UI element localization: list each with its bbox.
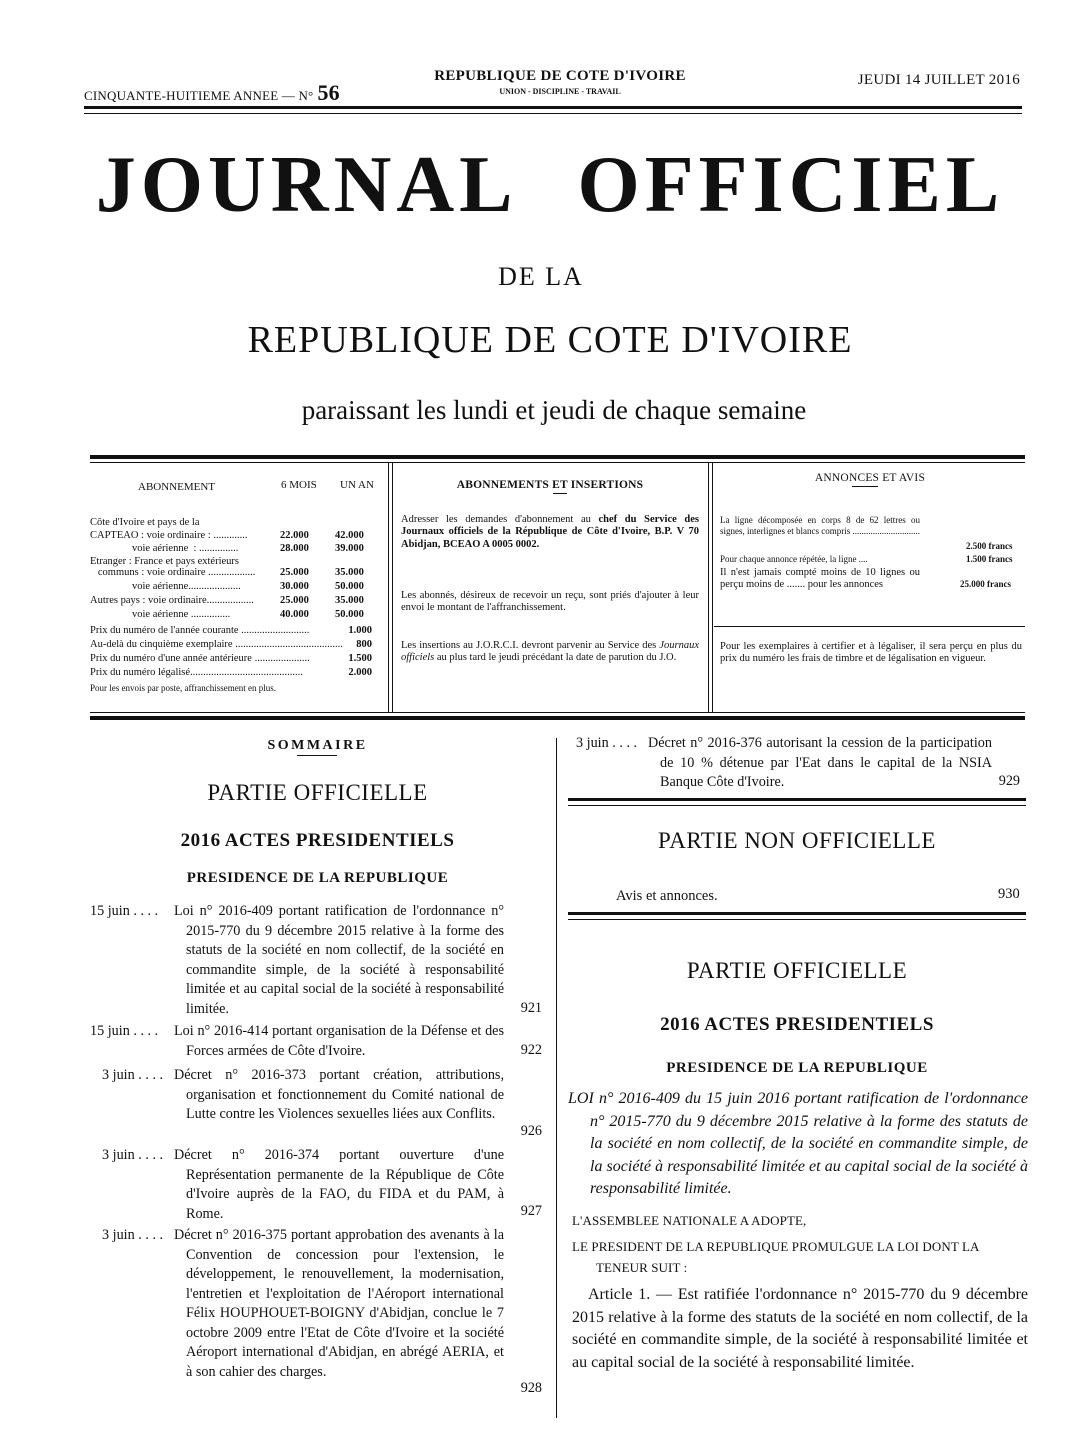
sommaire-partie-officielle: PARTIE OFFICIELLE: [207, 780, 428, 805]
header-republic: [400, 68, 720, 96]
entry-text: Décret n° 2016-376 autorisant la cession de la participation de 10 % détenue par l'Eat dans le capital de la NSIA Banque Côte d'Ivoire.: [648, 735, 992, 790]
abonnement-row: voie aérienne ............... 40.000 50.000: [90, 609, 364, 620]
entry-text: Loi n° 2016-409 portant ratification de l'ordonnance n° 2015-770 du 9 décembre 2015 relative à la forme des statuts de la société en nom collectif, de la société en commandite simple, de la société à responsabilité limitée et au capital social de la société à responsabilité limitée.: [174, 903, 504, 1017]
issue-prefix: CINQUANTE-HUITIEME ANNEE — N°: [84, 88, 314, 103]
annonces-line-3: Il n'est jamais compté moins de 10 lignes ou perçu moins de ....... pour les annonces: [720, 567, 920, 591]
price-row: Prix du numéro de l'année courante .......................... 1.000: [90, 625, 372, 636]
masthead-word-officiel: OFFICIEL: [577, 141, 1005, 229]
sommaire-title: SOMMAIRE: [267, 738, 368, 753]
box-divider-2b: [712, 463, 713, 712]
masthead-republic: REPUBLIQUE DE COTE D'IVOIRE: [247, 319, 853, 361]
header-republic-title: REPUBLIQUE DE COTE D'IVOIRE: [434, 68, 686, 84]
avis-annonces-page: 930: [998, 886, 1020, 902]
abonnement-row: CAPTEAO : voie ordinaire : ............. 22.000 42.000: [90, 530, 364, 541]
header-motto: UNION - DISCIPLINE - TRAVAIL: [499, 87, 621, 96]
annonces-line-2: Pour chaque annonce répétée, la ligne ....: [720, 554, 868, 564]
assemblee-adopte: L'ASSEMBLEE NATIONALE A ADOPTE,: [572, 1213, 807, 1228]
avis-annonces[interactable]: Avis et annonces.: [616, 888, 718, 904]
price-row: Prix du numéro d'une année antérieure ..................... 1.500: [90, 653, 372, 664]
sommaire-entry[interactable]: [90, 902, 542, 1022]
column-divider: [556, 738, 557, 1418]
sommaire-entry[interactable]: [102, 1146, 542, 1226]
entry-page: 927: [520, 1203, 542, 1219]
annonces-divider: [714, 626, 1025, 627]
abonnement-header: ABONNEMENT: [138, 481, 215, 493]
box-bottom-rule-thick: [90, 716, 1025, 720]
entry-text: Décret n° 2016-375 portant approbation des avenants à la Convention de concession pour l'extension, le développement, le renouvellement, la modernisation, l'entretien et l'exploitation de l'Aéroport international Félix HOUPHOUET-BOIGNY d'Abidjan, conclue le 7 octobre 2009 entre l'Etat de Côte d'Ivoire et la société Aéroport international d'Abidjan, en abrégé AERIA, et à son cahier des charges.: [174, 1227, 504, 1380]
entry-text: Décret n° 2016-374 portant ouverture d'une Représentation permanente de la République de Côte d'Ivoire auprès de la FAO, du FIDA et du PAM, à Rome.: [174, 1147, 504, 1222]
entry-text: Loi n° 2016-414 portant organisation de la Défense et des Forces armées de Côte d'Ivoire.: [174, 1023, 504, 1059]
entry-date: 3 juin . . . .: [102, 1227, 164, 1243]
entry-page: 928: [520, 1380, 542, 1396]
abonnement-6mois-header: 6 MOIS: [281, 479, 317, 491]
header-rule-thin: [84, 113, 1022, 114]
law-title: LOI n° 2016-409 du 15 juin 2016 portant ratification de l'ordonnance n° 2015-770 du 9 décembre 2015 relative à la forme des statuts de la société en nom collectif, de la société en commandite simple, de la société à responsabilité limitée et au capital social de la société à responsabilité limitée.: [568, 1090, 1028, 1197]
masthead-tagline: paraissant les lundi et jeudi de chaque semaine: [301, 395, 807, 425]
issue-line: [84, 80, 340, 106]
abonnement-row: Autres pays : voie ordinaire.................. 25.000 35.000: [90, 595, 364, 606]
sommaire-entry[interactable]: [576, 734, 1022, 794]
issue-number: 56: [317, 80, 340, 105]
box-divider-2a: [708, 463, 709, 712]
sommaire-presidence: PRESIDENCE DE LA REPUBLIQUE: [186, 870, 449, 886]
main-actes: 2016 ACTES PRESIDENTIELS: [660, 1014, 934, 1035]
main-partie-officielle: PARTIE OFFICIELLE: [686, 958, 908, 983]
right-rule-2-thin: [568, 919, 1026, 920]
insertions-title: ABONNEMENTS ET INSERTIONS: [456, 479, 644, 491]
entry-date: 3 juin . . . .: [102, 1067, 164, 1083]
right-rule-2-thick: [568, 912, 1026, 915]
entry-page: 929: [998, 773, 1020, 789]
abonnement-1an-header: UN AN: [340, 479, 374, 491]
price-row: Prix du numéro légalisé........................................... 2.000: [90, 667, 372, 678]
right-rule-1-thin: [568, 805, 1026, 806]
insertions-paragraph-2: Les abonnés, désireux de recevoir un reçu, sont priés d'ajouter à leur envoi le montant de l'affranchissement.: [401, 590, 699, 614]
box-divider-1b: [392, 463, 393, 712]
abonnement-region: Côte d'Ivoire et pays de la: [90, 517, 200, 528]
entry-date: 3 juin . . . .: [576, 735, 638, 751]
entry-date: 15 juin . . . .: [90, 903, 159, 919]
president-promulgue: LE PRESIDENT DE LA REPUBLIQUE PROMULGUE LA LOI DONT LA TENEUR SUIT :: [572, 1239, 979, 1275]
box-top-rule-thin: [90, 462, 1025, 463]
article-1: Article 1. — Est ratifiée l'ordonnance n° 2015-770 du 9 décembre 2015 relative à la forme des statuts de la société en nom collectif, de la société en commandite simple, de la société à responsabilité limitée et au capital social de la société à responsabilité limitée.: [572, 1286, 1028, 1371]
masthead-de-la: DE LA: [498, 262, 584, 291]
right-rule-1-thick: [568, 798, 1026, 801]
box-bottom-rule-thin: [90, 712, 1025, 713]
entry-page: 921: [520, 1000, 542, 1016]
issue-date: JEUDI 14 JUILLET 2016: [857, 72, 1020, 88]
abonnement-row: voie aérienne : ............... 28.000 39.000: [90, 543, 364, 554]
annonces-title-underline: [852, 486, 878, 487]
sommaire-entry[interactable]: [90, 1022, 542, 1062]
abonnement-row: communs : voie ordinaire .................. 25.000 35.000: [90, 567, 364, 578]
annonces-title: ANNONCES ET AVIS: [814, 472, 926, 484]
insertions-title-underline: [553, 493, 567, 494]
insertions-paragraph-3: Les insertions au J.O.R.C.I. devront parvenir au Service des Journaux officiels au plus tard le jeudi précédant la date de parution du J.O.: [401, 640, 699, 664]
main-presidence: PRESIDENCE DE LA REPUBLIQUE: [666, 1060, 928, 1076]
masthead-title: [80, 140, 1020, 230]
entry-page: 922: [520, 1042, 542, 1058]
entry-date: 15 juin . . . .: [90, 1023, 159, 1039]
annonces-certification: Pour les exemplaires à certifier et à légaliser, il sera perçu en plus du prix du numéro les frais de timbre et de légalisation en vigueur.: [720, 641, 1022, 665]
entry-page: 926: [520, 1123, 542, 1139]
partie-non-officielle: PARTIE NON OFFICIELLE: [658, 828, 936, 853]
sommaire-underline: [297, 755, 337, 756]
annonces-line-1: La ligne décomposée en corps 8 de 62 lettres ou signes, interlignes et blancs compris ..............................: [720, 515, 920, 536]
sommaire-actes: 2016 ACTES PRESIDENTIELS: [180, 830, 455, 851]
sommaire-entry[interactable]: [102, 1226, 542, 1406]
sommaire-entry[interactable]: [102, 1066, 542, 1146]
box-divider-1a: [388, 463, 389, 712]
abonnement-row: voie aérienne.................... 30.000 50.000: [90, 581, 364, 592]
annonces-price-3: 25.000 francs: [960, 579, 1011, 589]
abonnement-row: Etranger : France et pays extérieurs: [90, 556, 239, 567]
entry-text: Décret n° 2016-373 portant création, attributions, organisation et fonctionnement du Comité national de Lutte contre les Violences sexuelles liées aux Conflits.: [174, 1067, 504, 1122]
price-row: Au-delà du cinquième exemplaire ......................................... 800: [90, 639, 372, 650]
header-rule-thick: [84, 106, 1022, 109]
annonces-price-1: 2.500 francs: [966, 541, 1013, 551]
box-top-rule-thick: [90, 455, 1025, 459]
annonces-price-2: 1.500 francs: [966, 554, 1013, 564]
abonnement-footnote: Pour les envois par poste, affranchissement en plus.: [90, 683, 277, 693]
entry-date: 3 juin . . . .: [102, 1147, 164, 1163]
insertions-paragraph-1: Adresser les demandes d'abonnement au chef du Service des Journaux officiels de la République de Côte d'Ivoire, B.P. V 70 Abidjan, BCEAO A 0005 0002.: [401, 514, 699, 550]
masthead-word-journal: JOURNAL: [95, 141, 518, 229]
